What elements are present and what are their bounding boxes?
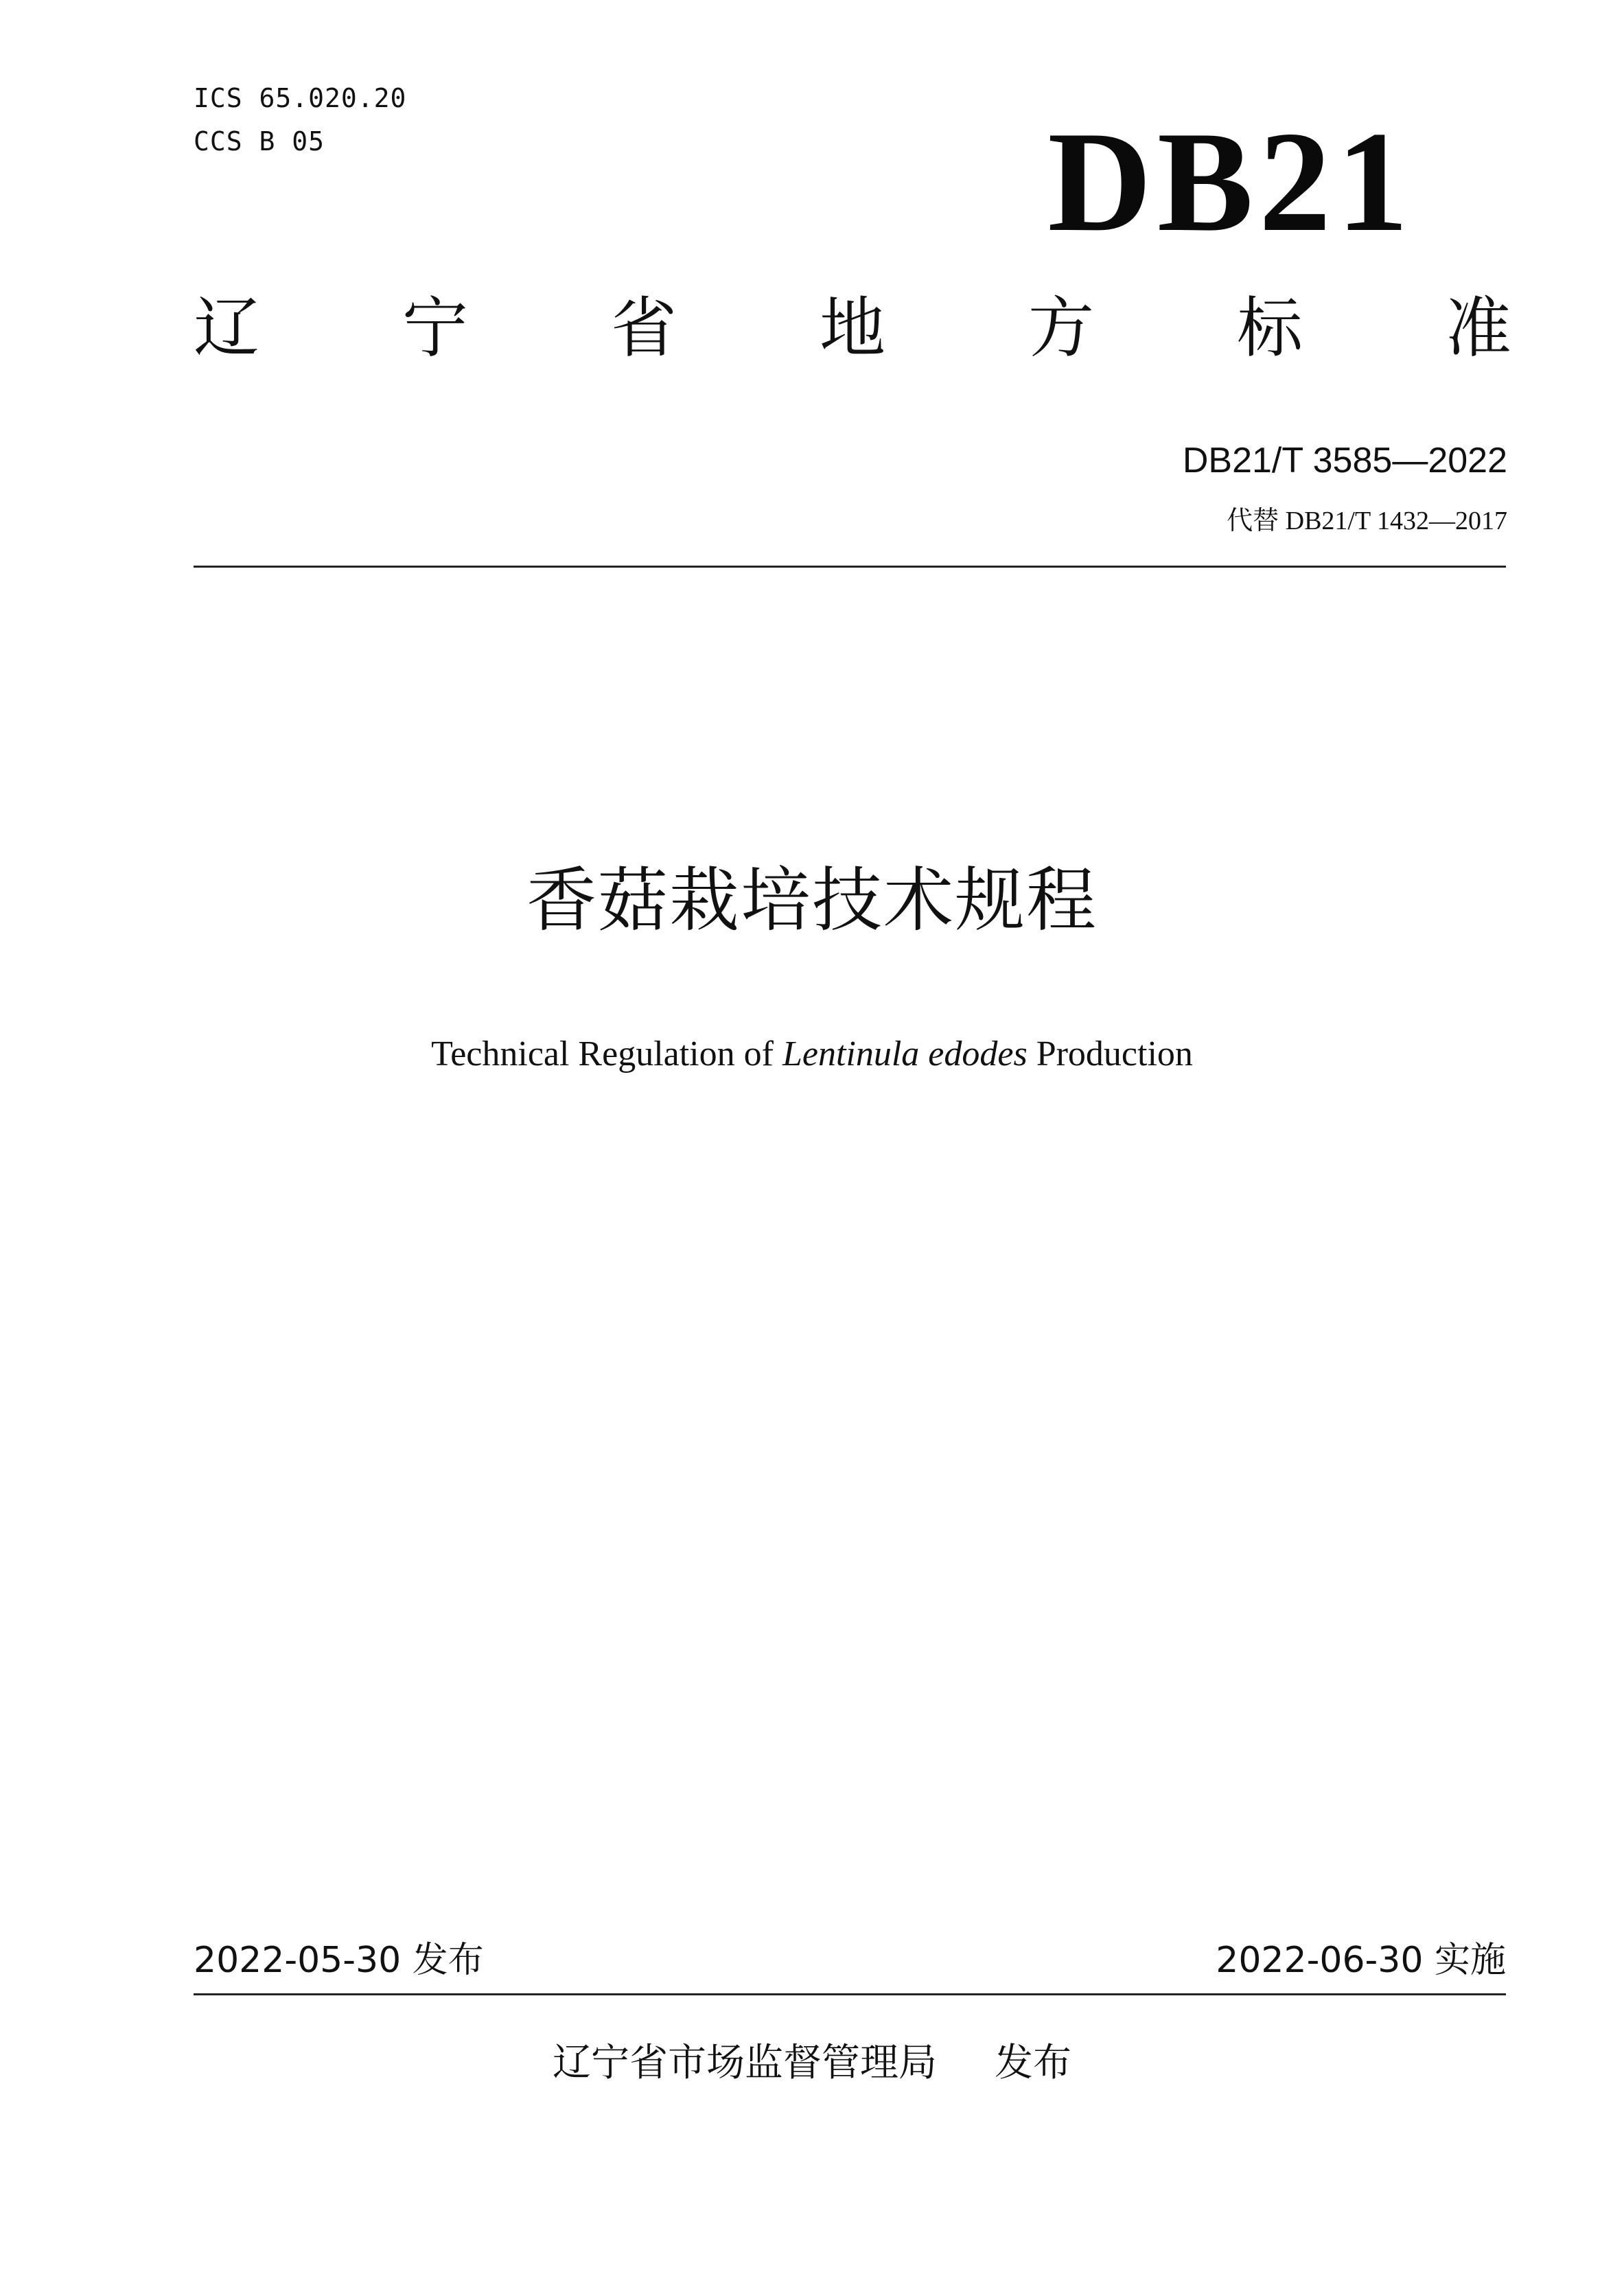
english-title-species: Lentinula edodes bbox=[782, 1034, 1028, 1074]
standard-code-logo: DB21 bbox=[1047, 102, 1414, 262]
standard-type-char: 准 bbox=[1446, 290, 1511, 367]
ccs-code: CCS B 05 bbox=[194, 126, 325, 156]
ics-code: ICS 65.020.20 bbox=[194, 83, 407, 113]
issuer-action: 发布 bbox=[995, 2041, 1071, 2085]
header-divider bbox=[194, 566, 1506, 568]
standard-type-char: 标 bbox=[1237, 290, 1303, 367]
issue-date: 2022-05-30 发布 bbox=[194, 1940, 484, 1981]
standard-type-char: 宁 bbox=[402, 290, 468, 367]
english-title-prefix: Technical Regulation of bbox=[431, 1034, 782, 1074]
english-title-suffix: Production bbox=[1027, 1034, 1193, 1074]
standard-number: DB21/T 3585—2022 bbox=[1182, 441, 1507, 480]
chinese-title: 香菇栽培技术规程 bbox=[526, 860, 1098, 942]
footer-divider bbox=[194, 1993, 1506, 1995]
standard-type-char: 方 bbox=[1028, 290, 1094, 367]
implementation-date: 2022-06-30 实施 bbox=[1216, 1940, 1506, 1981]
english-title bbox=[0, 1036, 1624, 1072]
standard-type-char: 辽 bbox=[194, 290, 259, 367]
issuer-name: 辽宁省市场监督管理局 bbox=[553, 2041, 937, 2085]
issuer-line bbox=[0, 2041, 1624, 2085]
standard-type-heading bbox=[194, 290, 1511, 367]
replaces-standard: 代替 DB21/T 1432—2017 bbox=[1227, 507, 1507, 535]
standard-type-char: 省 bbox=[611, 290, 677, 367]
standard-type-char: 地 bbox=[820, 290, 885, 367]
